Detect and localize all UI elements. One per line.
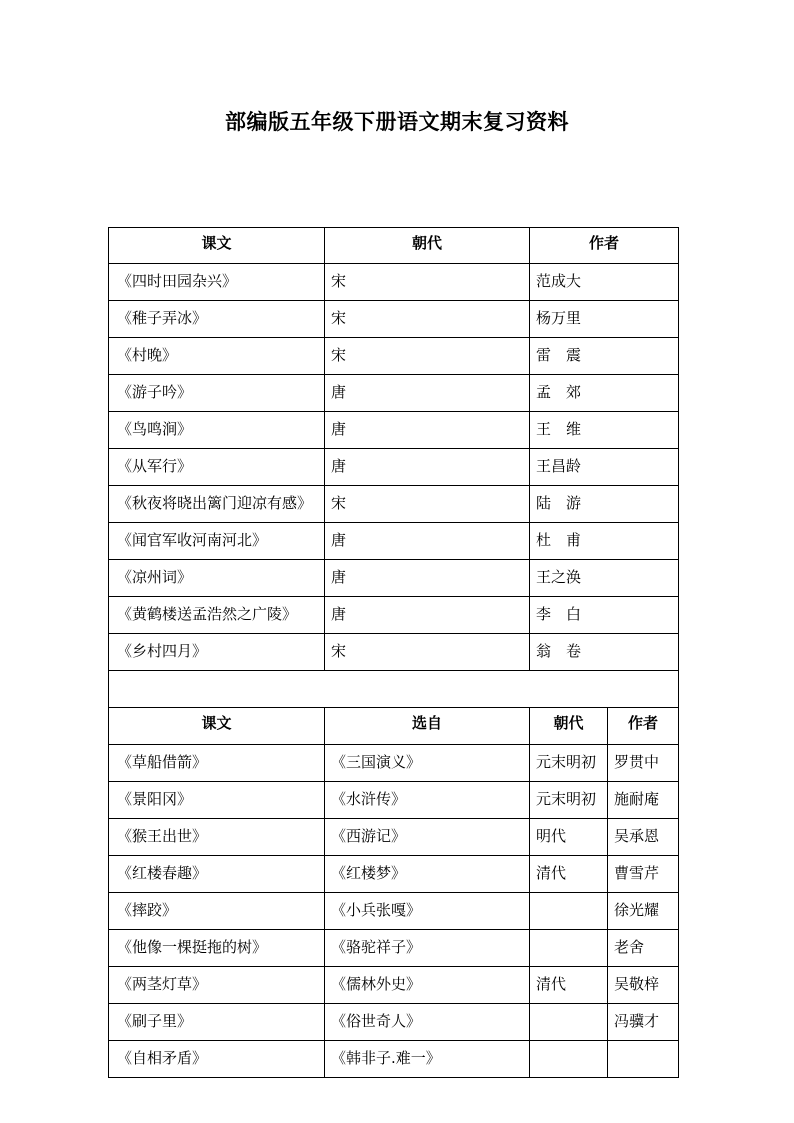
table2-header-dynasty: 朝代 [530, 708, 608, 745]
table-row [109, 301, 679, 338]
author-cell: 老舍 [608, 930, 679, 967]
lesson-title-cell: 《猴王出世》 [109, 819, 325, 856]
poem-title-cell: 《鸟鸣涧》 [109, 412, 325, 449]
author-cell: 杜 甫 [530, 523, 679, 560]
table2-header-author: 作者 [608, 708, 679, 745]
poem-title-cell: 《游子吟》 [109, 375, 325, 412]
source-book-cell: 《骆驼祥子》 [325, 930, 530, 967]
dynasty-cell [530, 893, 608, 930]
dynasty-cell: 唐 [325, 523, 530, 560]
table2-header-text: 课文 [109, 708, 325, 745]
table-row [109, 893, 679, 930]
table2-header-row [109, 708, 679, 745]
author-cell: 王之涣 [530, 560, 679, 597]
dynasty-cell: 宋 [325, 338, 530, 375]
table1-header-author: 作者 [530, 228, 679, 264]
author-cell: 王昌龄 [530, 449, 679, 486]
poem-title-cell: 《从军行》 [109, 449, 325, 486]
poem-title-cell: 《凉州词》 [109, 560, 325, 597]
author-cell: 徐光耀 [608, 893, 679, 930]
source-book-cell: 《红楼梦》 [325, 856, 530, 893]
table-row [109, 375, 679, 412]
table-row [109, 523, 679, 560]
lesson-title-cell: 《两茎灯草》 [109, 967, 325, 1004]
lesson-title-cell: 《景阳冈》 [109, 782, 325, 819]
table-row [109, 412, 679, 449]
dynasty-cell: 清代 [530, 967, 608, 1004]
poem-title-cell: 《村晚》 [109, 338, 325, 375]
table-row [109, 782, 679, 819]
dynasty-cell: 宋 [325, 486, 530, 523]
table-row [109, 449, 679, 486]
author-cell: 杨万里 [530, 301, 679, 338]
table-row [109, 264, 679, 301]
table-row [109, 819, 679, 856]
author-cell [608, 1041, 679, 1078]
author-cell: 陆 游 [530, 486, 679, 523]
poem-title-cell: 《闻官军收河南河北》 [109, 523, 325, 560]
author-cell: 雷 震 [530, 338, 679, 375]
table1-header-row [109, 228, 679, 264]
table1-header-text: 课文 [109, 228, 325, 264]
source-book-cell: 《水浒传》 [325, 782, 530, 819]
table-row [109, 745, 679, 782]
author-cell: 吴敬梓 [608, 967, 679, 1004]
author-cell: 吴承恩 [608, 819, 679, 856]
author-cell: 冯骥才 [608, 1004, 679, 1041]
table-row [109, 856, 679, 893]
lesson-title-cell: 《摔跤》 [109, 893, 325, 930]
dynasty-cell: 唐 [325, 375, 530, 412]
spacer-row [109, 671, 679, 708]
dynasty-cell [530, 1004, 608, 1041]
poem-title-cell: 《稚子弄冰》 [109, 301, 325, 338]
table-row [109, 338, 679, 375]
lesson-title-cell: 《红楼春趣》 [109, 856, 325, 893]
dynasty-cell: 元末明初 [530, 782, 608, 819]
dynasty-cell: 宋 [325, 264, 530, 301]
source-book-cell: 《西游记》 [325, 819, 530, 856]
source-book-cell: 《三国演义》 [325, 745, 530, 782]
source-book-cell: 《小兵张嘎》 [325, 893, 530, 930]
poem-title-cell: 《四时田园杂兴》 [109, 264, 325, 301]
dynasty-cell: 宋 [325, 634, 530, 671]
document-title: 部编版五年级下册语文期末复习资料 [225, 109, 569, 134]
dynasty-cell: 清代 [530, 856, 608, 893]
source-book-cell: 《俗世奇人》 [325, 1004, 530, 1041]
dynasty-cell: 明代 [530, 819, 608, 856]
table2-header-source: 选自 [325, 708, 530, 745]
author-cell: 范成大 [530, 264, 679, 301]
lesson-title-cell: 《草船借箭》 [109, 745, 325, 782]
source-book-cell: 《韩非子.难一》 [325, 1041, 530, 1078]
dynasty-cell: 元末明初 [530, 745, 608, 782]
dynasty-cell: 唐 [325, 597, 530, 634]
author-cell: 罗贯中 [608, 745, 679, 782]
dynasty-cell: 宋 [325, 301, 530, 338]
table-row [109, 560, 679, 597]
table1-header-dynasty: 朝代 [325, 228, 530, 264]
author-cell: 李 白 [530, 597, 679, 634]
author-cell: 孟 郊 [530, 375, 679, 412]
dynasty-cell: 唐 [325, 560, 530, 597]
table-row [109, 634, 679, 671]
lesson-title-cell: 《自相矛盾》 [109, 1041, 325, 1078]
table-row [109, 930, 679, 967]
lesson-title-cell: 《刷子里》 [109, 1004, 325, 1041]
author-cell: 施耐庵 [608, 782, 679, 819]
author-cell: 曹雪芹 [608, 856, 679, 893]
spacer-cell [109, 671, 679, 708]
author-cell: 王 维 [530, 412, 679, 449]
poem-title-cell: 《秋夜将晓出篱门迎凉有感》 [109, 486, 325, 523]
source-book-cell: 《儒林外史》 [325, 967, 530, 1004]
author-cell: 翁 卷 [530, 634, 679, 671]
poem-title-cell: 《黄鹤楼送孟浩然之广陵》 [109, 597, 325, 634]
dynasty-cell [530, 930, 608, 967]
table-row [109, 1041, 679, 1078]
table-row [109, 967, 679, 1004]
table-row [109, 1004, 679, 1041]
dynasty-cell: 唐 [325, 412, 530, 449]
dynasty-cell [530, 1041, 608, 1078]
poem-title-cell: 《乡村四月》 [109, 634, 325, 671]
lesson-title-cell: 《他像一棵挺拖的树》 [109, 930, 325, 967]
table-row [109, 597, 679, 634]
review-table [108, 227, 679, 1078]
table-row [109, 486, 679, 523]
dynasty-cell: 唐 [325, 449, 530, 486]
